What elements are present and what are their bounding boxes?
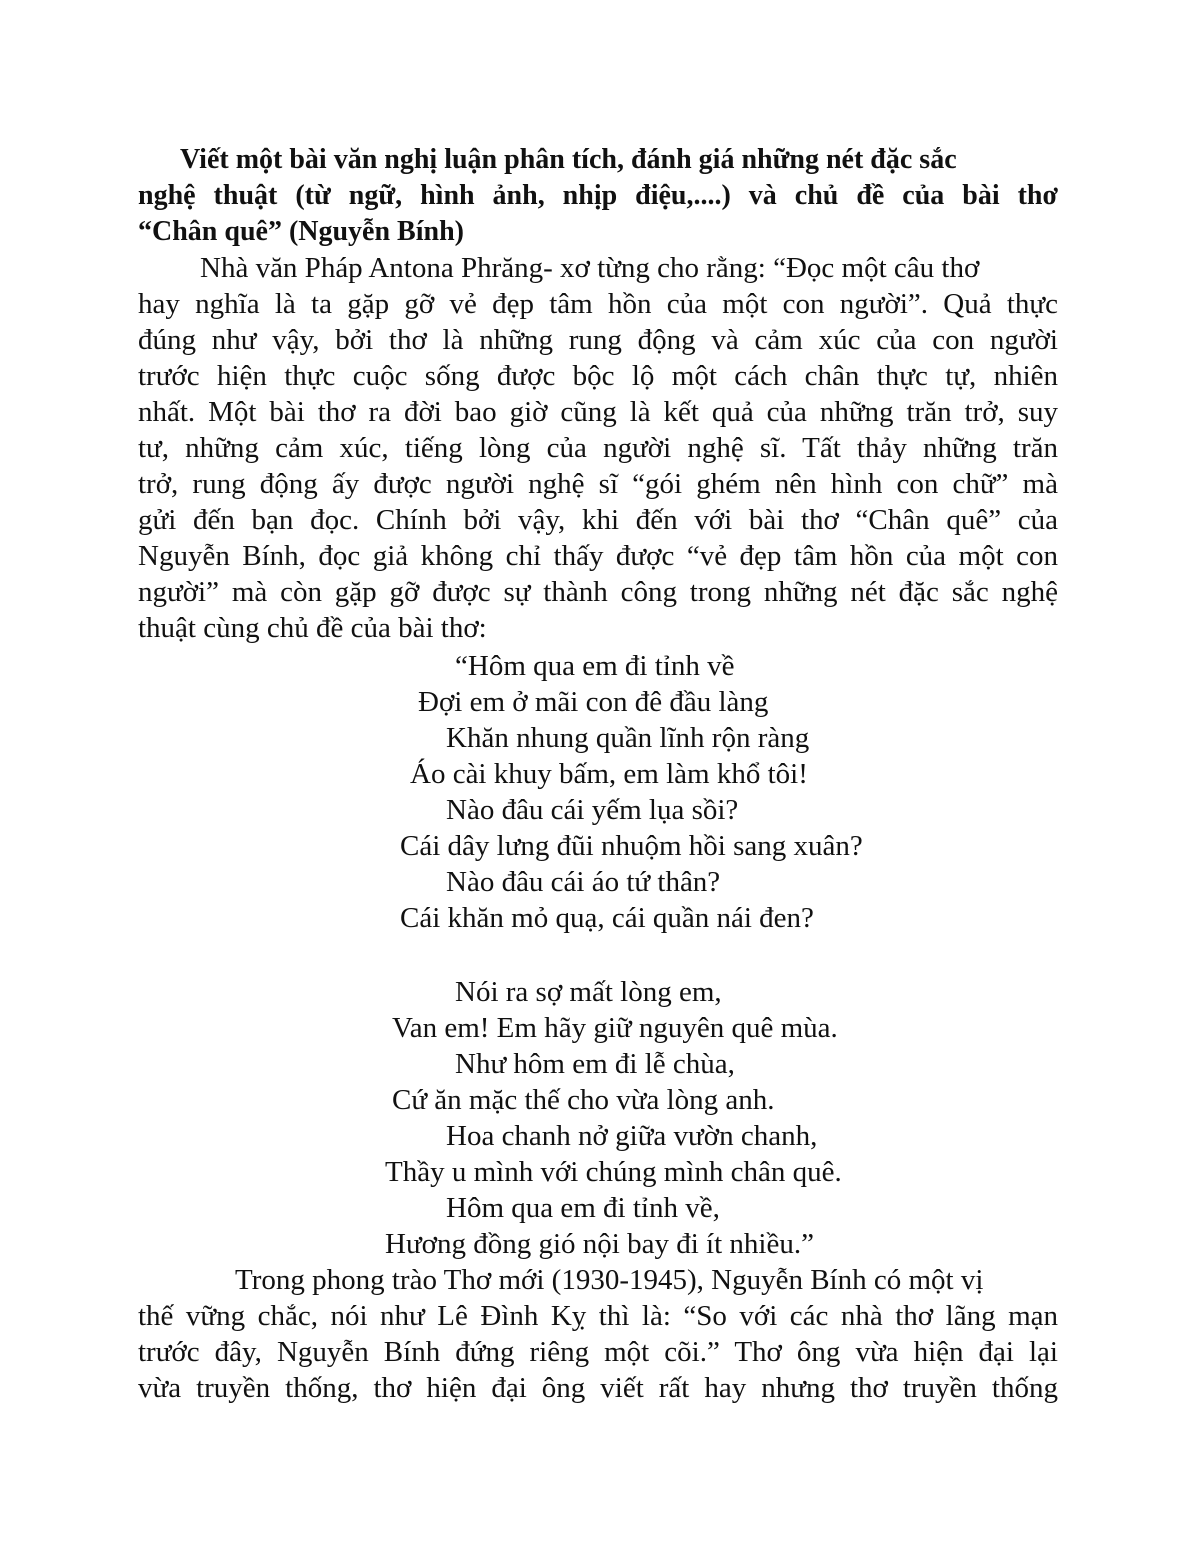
poem-stanza1-line-8: Cái khăn mỏ quạ, cái quần nái đen? xyxy=(400,902,814,934)
poem-stanza2-line-5: Hoa chanh nở giữa vườn chanh, xyxy=(446,1120,818,1152)
poem-stanza1-line-4: Áo cài khuy bấm, em làm khổ tôi! xyxy=(410,758,808,790)
poem-stanza2-line-2: Van em! Em hãy giữ nguyên quê mùa. xyxy=(392,1012,838,1044)
paragraph2-line-1: Trong phong trào Thơ mới (1930-1945), Nguyễn Bính có một vị xyxy=(235,1264,984,1296)
paragraph2-line-2: thế vững chắc, nói như Lê Đình Kỵ thì là: “So với các nhà thơ lãng mạn xyxy=(138,1300,1058,1332)
paragraph2-line-3: trước đây, Nguyễn Bính đứng riêng một cõi.” Thơ ông vừa hiện đại lại xyxy=(138,1336,1058,1368)
poem-stanza2-line-6: Thầy u mình với chúng mình chân quê. xyxy=(385,1156,842,1188)
paragraph1-line-8: gửi đến bạn đọc. Chính bởi vậy, khi đến với bài thơ “Chân quê” của xyxy=(138,504,1058,536)
paragraph1-line-5: nhất. Một bài thơ ra đời bao giờ cũng là kết quả của những trăn trở, suy xyxy=(138,396,1058,428)
paragraph1-line-11: thuật cùng chủ đề của bài thơ: xyxy=(138,612,487,644)
poem-stanza1-line-3: Khăn nhung quần lĩnh rộn ràng xyxy=(446,722,810,754)
poem-stanza2-line-3: Như hôm em đi lễ chùa, xyxy=(455,1048,735,1080)
paragraph1-line-10: người” mà còn gặp gỡ được sự thành công trong những nét đặc sắc nghệ xyxy=(138,576,1058,608)
title-line-1: Viết một bài văn nghị luận phân tích, đánh giá những nét đặc sắc xyxy=(180,144,957,175)
poem-stanza1-line-6: Cái dây lưng đũi nhuộm hồi sang xuân? xyxy=(400,830,863,862)
title-line-2: nghệ thuật (từ ngữ, hình ảnh, nhịp điệu,....) và chủ đề của bài thơ xyxy=(138,180,1058,211)
paragraph1-line-4: trước hiện thực cuộc sống được bộc lộ một cách chân thực tự, nhiên xyxy=(138,360,1058,392)
poem-stanza2-line-7: Hôm qua em đi tỉnh về, xyxy=(446,1192,720,1224)
poem-stanza2-line-4: Cứ ăn mặc thế cho vừa lòng anh. xyxy=(392,1084,775,1116)
title-line-3: “Chân quê” (Nguyễn Bính) xyxy=(138,216,464,247)
poem-stanza1-line-5: Nào đâu cái yếm lụa sồi? xyxy=(446,794,739,826)
poem-stanza1-line-1: “Hôm qua em đi tỉnh về xyxy=(455,650,735,682)
paragraph1-line-1: Nhà văn Pháp Antona Phrăng- xơ từng cho rằng: “Đọc một câu thơ xyxy=(200,252,980,284)
poem-stanza2-line-1: Nói ra sợ mất lòng em, xyxy=(455,976,722,1008)
poem-stanza1-line-7: Nào đâu cái áo tứ thân? xyxy=(446,866,721,898)
paragraph1-line-2: hay nghĩa là ta gặp gỡ vẻ đẹp tâm hồn của một con người”. Quả thực xyxy=(138,288,1058,320)
paragraph1-line-9: Nguyễn Bính, đọc giả không chỉ thấy được “vẻ đẹp tâm hồn của một con xyxy=(138,540,1058,572)
paragraph1-line-3: đúng như vậy, bởi thơ là những rung động và cảm xúc của con người xyxy=(138,324,1058,356)
poem-stanza1-line-2: Đợi em ở mãi con đê đầu làng xyxy=(418,686,769,718)
paragraph2-line-4: vừa truyền thống, thơ hiện đại ông viết rất hay nhưng thơ truyền thống xyxy=(138,1372,1058,1404)
poem-stanza2-line-8: Hương đồng gió nội bay đi ít nhiều.” xyxy=(385,1228,814,1260)
paragraph1-line-6: tư, những cảm xúc, tiếng lòng của người nghệ sĩ. Tất thảy những trăn xyxy=(138,432,1058,464)
paragraph1-line-7: trở, rung động ấy được người nghệ sĩ “gói ghém nên hình con chữ” mà xyxy=(138,468,1058,500)
